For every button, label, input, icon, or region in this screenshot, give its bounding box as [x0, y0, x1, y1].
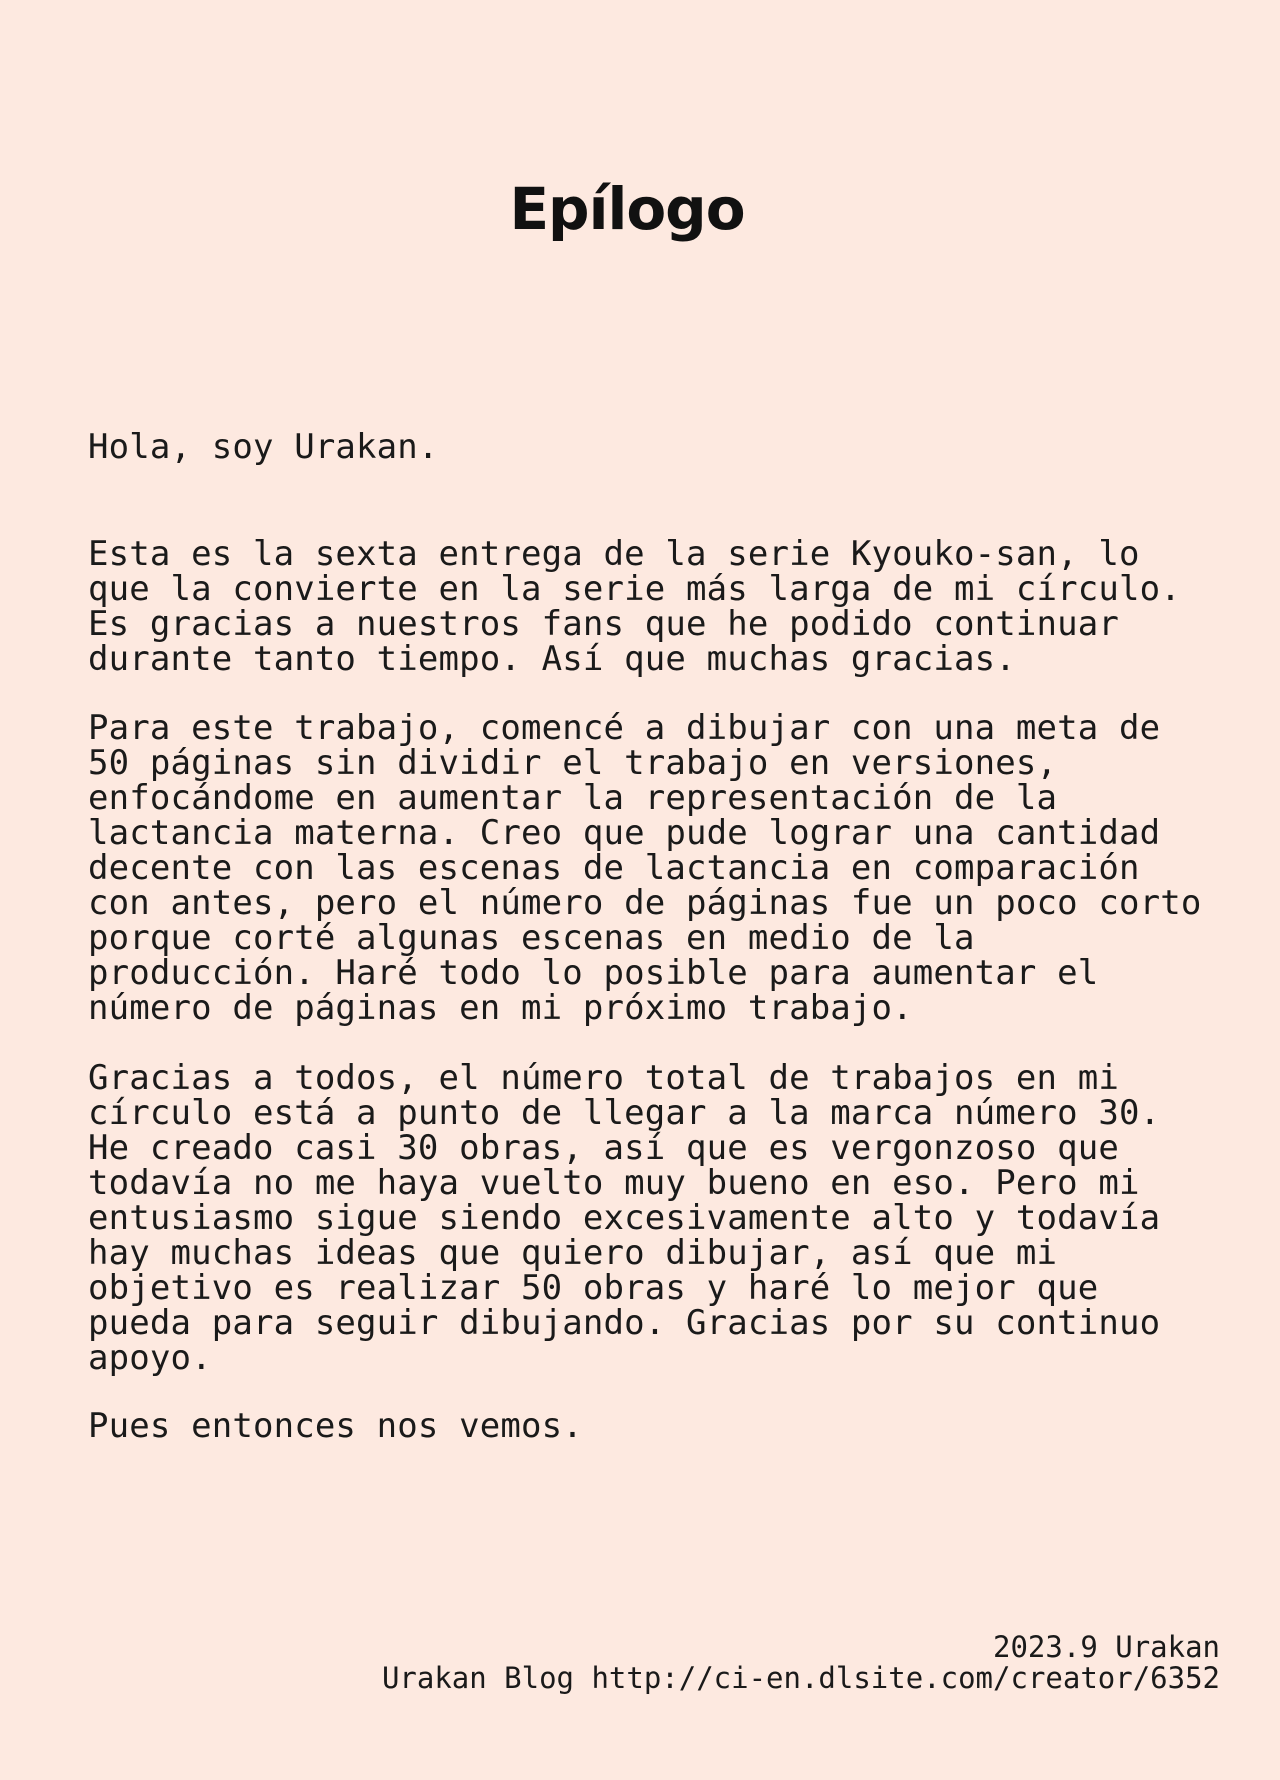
paragraph-series-thanks: Esta es la sexta entrega de la serie Kyouko-san, lo que la convierte en la serie más larga de mi círculo. Es gracias a nuestros fans que he podido continuar durante tanto tiempo. Así que muchas gracias.: [88, 534, 1181, 679]
page-title: Epílogo: [509, 175, 745, 243]
signature-date-author: 2023.9 Urakan: [993, 1630, 1220, 1664]
paragraph-circle-milestone: Gracias a todos, el número total de trabajos en mi círculo está a punto de llegar a la marca número 30. He creado casi 30 obras, así que es vergonzoso que todavía no me haya vuelto muy bueno en eso. Pero mi entusiasmo sigue siendo excesivamente alto y todavía hay muchas ideas que quiero dibujar, así que mi objetivo es realizar 50 obras y haré lo mejor que pueda para seguir dibujando. Gracias por su continuo apoyo.: [88, 1058, 1161, 1378]
paragraph-this-work: Para este trabajo, comencé a dibujar con una meta de 50 páginas sin dividir el trabajo en versiones, enfocándome en aumentar la representación de la lactancia materna. Creo que pude lograr una cantidad decente con las escenas de lactancia en comparación con antes, pero el número de páginas fue un poco corto porque corté algunas escenas en medio de la producción. Haré todo lo posible para aumentar el número de páginas en mi próximo trabajo.: [88, 708, 1202, 1028]
greeting-line: Hola, soy Urakan.: [88, 427, 439, 467]
signature-blog-link: Urakan Blog http://ci-en.dlsite.com/creator/6352: [381, 1661, 1220, 1695]
closing-line: Pues entonces nos vemos.: [88, 1406, 583, 1446]
